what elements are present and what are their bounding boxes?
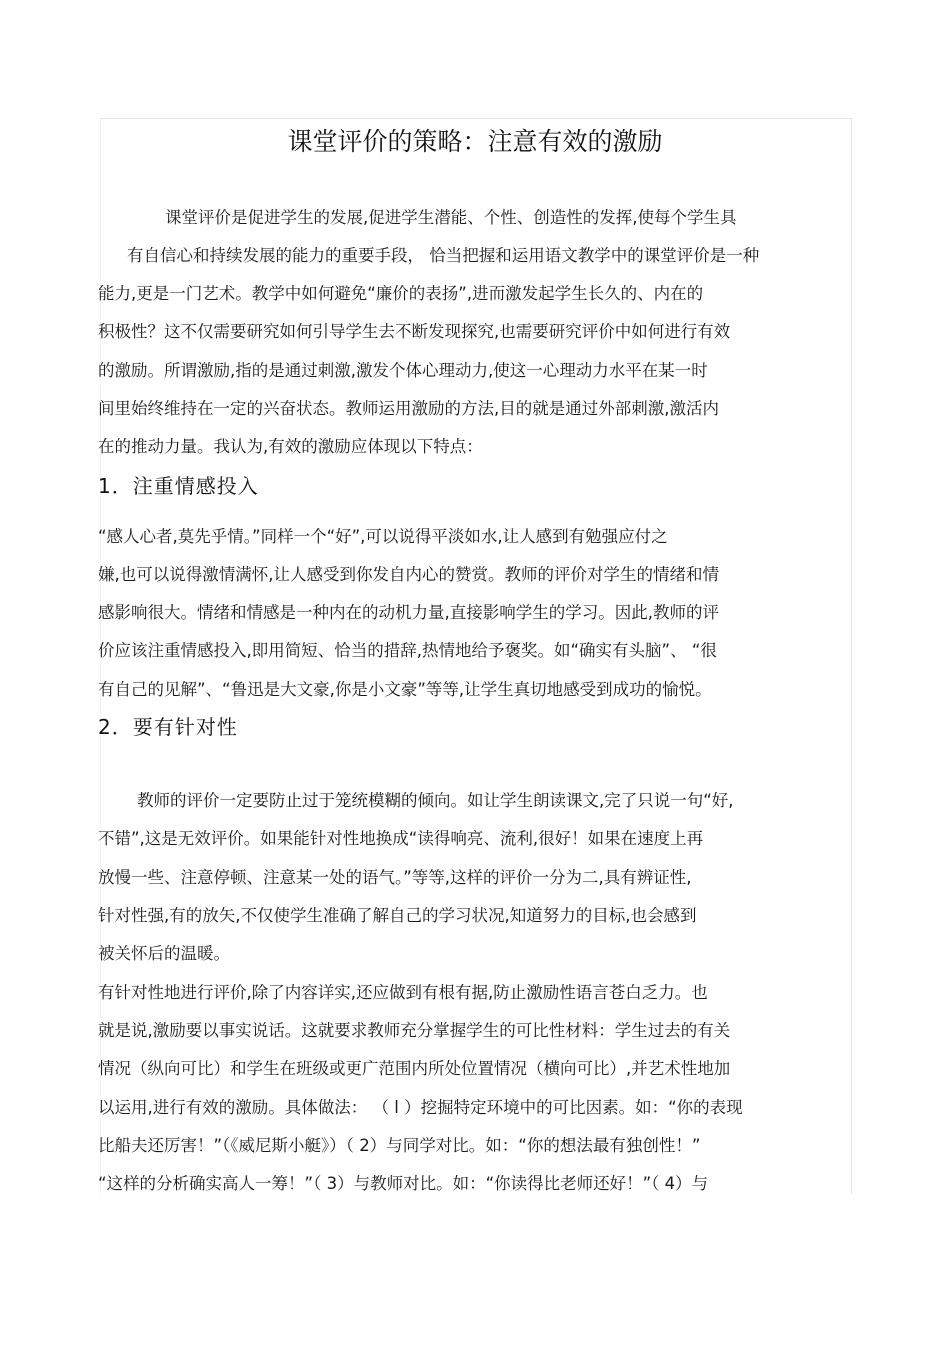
section2-line: 放慢一些、注意停顿、注意某一处的语气。”等等,这样的评价一分为二,具有辨证性,	[98, 868, 692, 887]
section-heading-1: 1．注重情感投入	[98, 474, 259, 498]
section1-line: 感影响很大。情绪和情感是一种内在的动机力量,直接影响学生的学习。因此,教师的评	[98, 603, 719, 622]
intro-line: 的激励。所谓激励,指的是通过刺激,激发个体心理动力,使这一心理动力水平在某一时	[98, 361, 708, 380]
intro-line: 能力,更是一门艺术。教学中如何避免“廉价的表扬”,进而激发起学生长久的、内在的	[98, 284, 704, 303]
section2-line: 被关怀后的温暖。	[98, 944, 230, 963]
intro-line: 在的推动力量。我认为,有效的激励应体现以下特点：	[98, 437, 483, 456]
intro-line: 课堂评价是促进学生的发展,促进学生潜能、个性、创造性的发挥,使每个学生具	[165, 208, 737, 227]
section2-line: 以运用,进行有效的激励。具体做法： （ l ）挖掘特定环境中的可比因素。如：“你的表现	[98, 1098, 743, 1117]
section2-line: 有针对性地进行评价,除了内容详实,还应做到有根有据,防止激励性语言苍白乏力。也	[98, 983, 708, 1002]
section2-line: 就是说,激励要以事实说话。这就要求教师充分掌握学生的可比性材料：学生过去的有关	[98, 1021, 731, 1040]
intro-line: 有自信心和持续发展的能力的重要手段， 恰当把握和运用语文教学中的课堂评价是一种	[127, 246, 760, 265]
section-heading-2: 2．要有针对性	[98, 715, 238, 739]
section2-line: “这样的分析确实高人一筹！”（ 3）与教师对比。如：“你读得比老师还好！”（ 4）与	[98, 1174, 709, 1193]
page-title: 课堂评价的策略：注意有效的激励	[287, 127, 663, 156]
section2-line: 教师的评价一定要防止过于笼统模糊的倾向。如让学生朗读课文,完了只说一句“好,	[137, 791, 734, 810]
section1-line: 价应该注重情感投入,即用简短、恰当的措辞,热情地给予褒奖。如“确实有头脑”、 “很	[98, 641, 717, 660]
section2-line: 不错”,这是无效评价。如果能针对性地换成“读得响亮、流利,很好！如果在速度上再	[98, 829, 704, 848]
section2-line: 比船夫还厉害！”（《威尼斯小艇》）（ 2）与同学对比。如：“你的想法最有独创性！”	[98, 1136, 701, 1155]
intro-line: 间里始终维持在一定的兴奋状态。教师运用激励的方法,目的就是通过外部刺激,激活内	[98, 399, 719, 418]
section2-line: 针对性强,有的放矢,不仅使学生准确了解自己的学习状况,知道努力的目标,也会感到	[98, 906, 697, 925]
intro-line: 积极性？这不仅需要研究如何引导学生去不断发现探究,也需要研究评价中如何进行有效	[98, 322, 731, 341]
section1-line: 有自己的见解”、“鲁迅是大文豪,你是小文豪”等等,让学生真切地感受到成功的愉悦。	[98, 680, 712, 699]
section1-line: 嫌,也可以说得激情满怀,让人感受到你发自内心的赞赏。教师的评价对学生的情绪和情	[98, 565, 719, 584]
section1-line: “感人心者,莫先乎情。”同样一个“好”,可以说得平淡如水,让人感到有勉强应付之	[98, 527, 668, 546]
section2-line: 情况（纵向可比）和学生在班级或更广范围内所处位置情况（横向可比）,并艺术性地加	[98, 1059, 731, 1078]
